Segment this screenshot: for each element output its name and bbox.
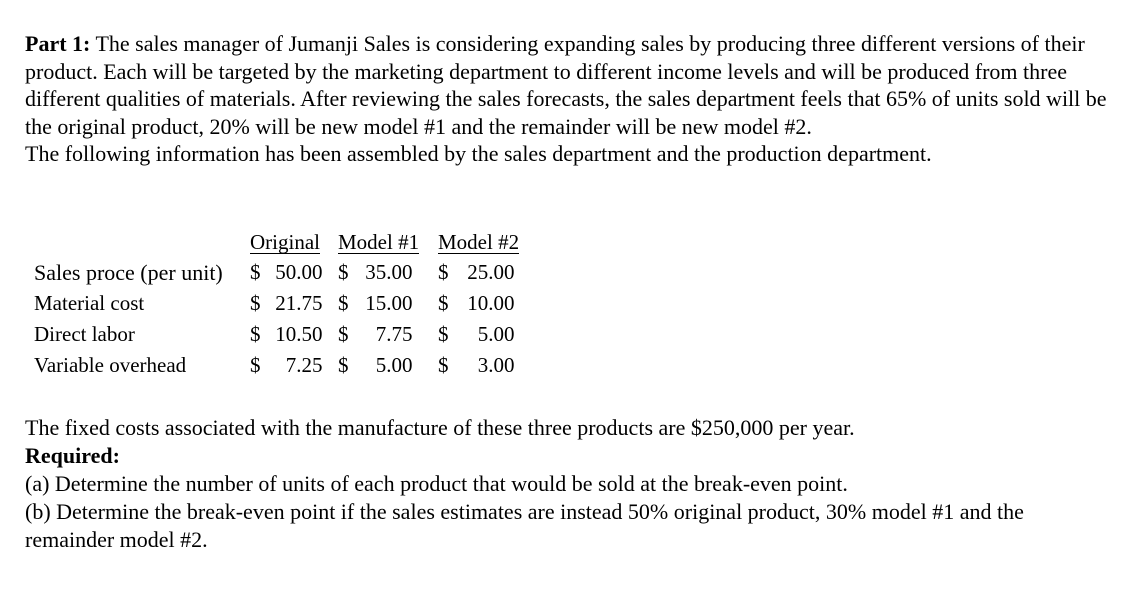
question-b: (b) Determine the break-even point if the sales estimates are instead 50% original product, 30% model #1 and the remainder model #2. <box>25 499 1024 552</box>
fixed-costs-text: The fixed costs associated with the manufacture of these three products are $250,000 per year. <box>25 415 855 440</box>
table-row <box>34 257 528 288</box>
header-original: Original <box>250 230 320 254</box>
following-text: The following information has been assembled by the sales department and the production department. <box>25 141 932 167</box>
value-cell: $ 35.00 <box>338 260 413 284</box>
value-cell: $ 10.50 <box>250 322 323 346</box>
header-model-1: Model #1 <box>338 230 420 254</box>
question-a: (a) Determine the number of units of each product that would be sold at the break-even point. <box>25 471 848 496</box>
table-row <box>34 350 528 381</box>
part-label: Part 1: <box>25 31 91 56</box>
value-cell: $ 21.75 <box>250 291 323 315</box>
value-cell: $ 10.00 <box>438 291 515 315</box>
row-label: Variable overhead <box>34 353 187 377</box>
table-row <box>34 288 528 319</box>
cost-table <box>34 222 528 381</box>
value-cell: $ 7.25 <box>250 353 323 377</box>
header-model-2: Model #2 <box>438 230 520 254</box>
value-cell: $ 5.00 <box>338 353 413 377</box>
value-cell: $ 7.75 <box>338 322 413 346</box>
value-cell: $ 3.00 <box>438 353 515 377</box>
row-label: Direct labor <box>34 322 135 346</box>
value-cell: $ 5.00 <box>438 322 515 346</box>
value-cell: $ 50.00 <box>250 260 323 284</box>
intro-paragraph <box>25 30 1115 168</box>
row-label: Sales proce (per unit) <box>34 259 223 285</box>
value-cell: $ 15.00 <box>338 291 413 315</box>
row-label: Material cost <box>34 291 145 315</box>
cost-table-wrapper <box>34 222 528 381</box>
header-blank-cell <box>34 222 250 257</box>
value-cell: $ 25.00 <box>438 260 515 284</box>
intro-text: The sales manager of Jumanji Sales is considering expanding sales by producing three different versions of their product. Each will be targeted by the marketing department to different income levels and will be produced from three different qualities of materials. After reviewing the sales forecasts, the sales department feels that 65% of units sold will be the original product, 20% will be new model #1 and the remainder will be new model #2. <box>25 31 1107 139</box>
table-header-row <box>34 222 528 257</box>
table-row <box>34 319 528 350</box>
required-heading: Required: <box>25 443 120 468</box>
